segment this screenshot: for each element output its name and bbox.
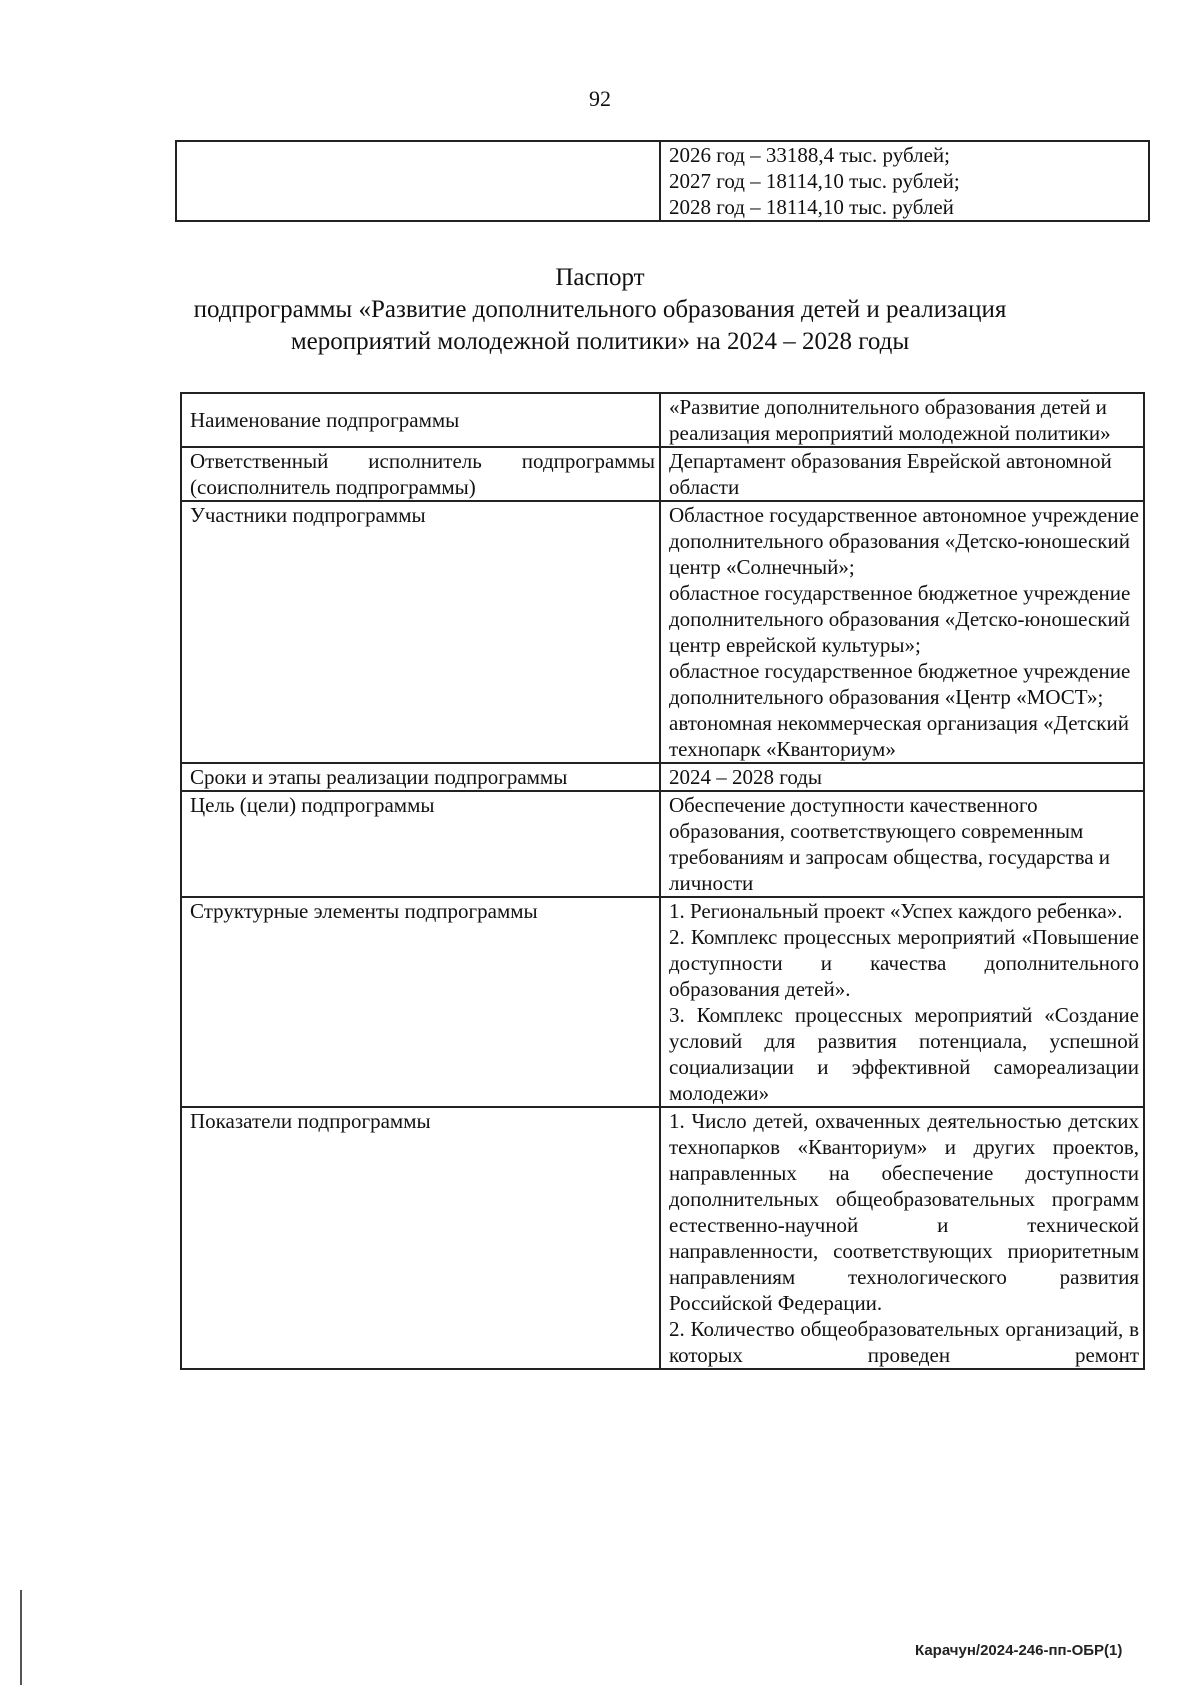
funding-cell: [660, 141, 1149, 221]
participants-value: [660, 501, 1144, 763]
name-label: Наименование подпрограммы: [181, 393, 660, 447]
participant-item: областное государственное бюджетное учреждение дополнительного образования «Центр «МОСТ»;: [669, 659, 1131, 709]
funding-line-2028: 2028 год – 18114,10 тыс. рублей: [669, 195, 954, 219]
title-line-3: мероприятий молодежной политики» на 2024 – 2028 годы: [290, 328, 910, 355]
funding-line-2026: 2026 год – 33188,4 тыс. рублей;: [669, 143, 951, 167]
table-row: [181, 791, 1144, 897]
empty-cell: [176, 141, 660, 221]
funding-continuation-table: [175, 140, 1150, 222]
participant-item: автономная некоммерческая организация «Детский технопарк «Кванториум»: [669, 711, 1129, 761]
structure-item: 2. Комплекс процессных мероприятий «Повышение доступности и качества дополнительного образования детей».: [669, 925, 1139, 1001]
title-line-2: подпрограммы «Развитие дополнительного образования детей и реализация: [193, 296, 1007, 323]
name-value: «Развитие дополнительного образования детей и реализация мероприятий молодежной политики»: [660, 393, 1144, 447]
terms-label: Сроки и этапы реализации подпрограммы: [181, 763, 660, 791]
page-number: 92: [589, 86, 611, 111]
structure-item: 1. Региональный проект «Успех каждого ребенка».: [669, 899, 1123, 923]
table-row: [181, 393, 1144, 447]
indicators-label: Показатели подпрограммы: [181, 1107, 660, 1369]
participant-item: Областное государственное автономное учреждение дополнительного образования «Детско-юношеский центр «Солнечный»;: [669, 503, 1139, 579]
passport-title: [0, 262, 1200, 358]
indicator-item: 2. Количество общеобразовательных организаций, в которых проведен ремонт: [669, 1317, 1139, 1367]
structure-value: [660, 897, 1144, 1107]
structure-item: 3. Комплекс процессных мероприятий «Создание условий для развития потенциала, успешной социализации и эффективной самореализации молодежи»: [669, 1003, 1139, 1105]
table-row: [181, 501, 1144, 763]
indicators-value: [660, 1107, 1144, 1369]
passport-table: [180, 392, 1145, 1370]
structure-label: Структурные элементы подпрограммы: [181, 897, 660, 1107]
goal-value: Обеспечение доступности качественного образования, соответствующего современным требованиям и запросам общества, государства и личности: [660, 791, 1144, 897]
table-row: [181, 763, 1144, 791]
indicator-item: 1. Число детей, охваченных деятельностью детских технопарков «Кванториум» и других проектов, направленных на обеспечение доступности дополнительных общеобразовательных программ естественно-научной и технической направленности, соответствующих приоритетным направлениям технологического развития Российской Федерации.: [669, 1109, 1139, 1315]
scan-margin-line: [20, 1590, 22, 1685]
table-row: [181, 447, 1144, 501]
responsible-label: Ответственный исполнитель подпрограммы (соисполнитель подпрограммы): [181, 447, 660, 501]
footer-document-code: Карачун/2024-246-пп-ОБР(1): [915, 1642, 1123, 1659]
participant-item: областное государственное бюджетное учреждение дополнительного образования «Детско-юношеский центр еврейской культуры»;: [669, 581, 1131, 657]
responsible-value: Департамент образования Еврейской автономной области: [660, 447, 1144, 501]
table-row: [181, 1107, 1144, 1369]
funding-line-2027: 2027 год – 18114,10 тыс. рублей;: [669, 169, 960, 193]
title-line-1: Паспорт: [555, 264, 645, 291]
participants-label: Участники подпрограммы: [181, 501, 660, 763]
table-row: [181, 897, 1144, 1107]
goal-label: Цель (цели) подпрограммы: [181, 791, 660, 897]
terms-value: 2024 – 2028 годы: [660, 763, 1144, 791]
table-row: [176, 141, 1149, 221]
